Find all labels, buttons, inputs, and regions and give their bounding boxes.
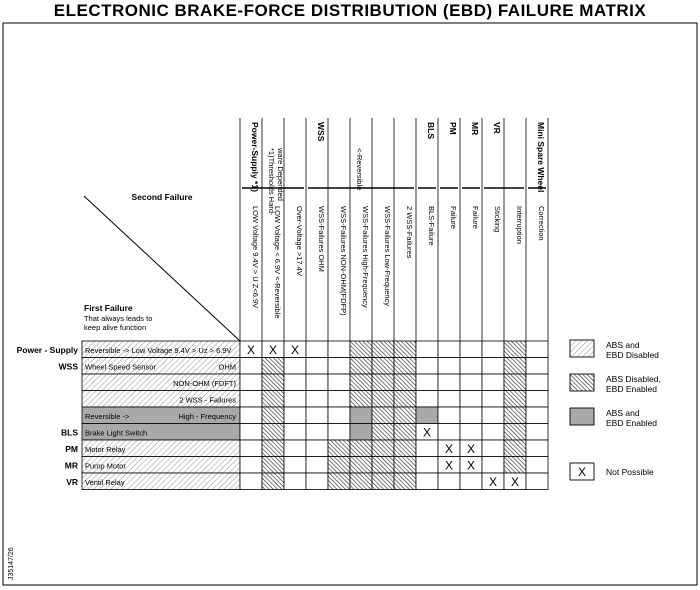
matrix-cell	[350, 391, 372, 408]
matrix-cell	[438, 473, 460, 490]
legend-swatch	[570, 408, 594, 425]
matrix-cell	[240, 424, 262, 441]
matrix-cell	[328, 457, 350, 474]
not-possible-mark: X	[422, 425, 432, 440]
matrix-cell	[372, 473, 394, 490]
row-sublabel: NON-OHM (FDFT)	[173, 379, 236, 388]
row-group-label: BLS	[61, 427, 78, 438]
matrix-cell	[240, 374, 262, 391]
matrix-cell	[526, 341, 548, 358]
matrix-cell	[350, 424, 372, 441]
matrix-cell	[526, 358, 548, 375]
row-sublabel: High - Frequency	[178, 412, 236, 421]
matrix-cell	[526, 374, 548, 391]
matrix-cell	[240, 440, 262, 457]
matrix-cell	[526, 440, 548, 457]
column-header-label: WSS-Failures NON-OHM(FDFP)	[339, 206, 348, 316]
matrix-cell	[460, 407, 482, 424]
column-header-label: Correction	[537, 206, 546, 241]
row-group-label: MR	[64, 460, 78, 471]
matrix-cell	[372, 440, 394, 457]
matrix-cell	[328, 424, 350, 441]
first-failure-note: keep alive function	[84, 323, 147, 332]
column-header-label: LOW Voltage < 6.9V <-Reversible	[273, 206, 282, 319]
not-possible-mark: X	[488, 475, 498, 489]
matrix-cell	[306, 473, 328, 490]
not-possible-mark: X	[444, 442, 454, 456]
legend-label: Not Possible	[606, 467, 654, 477]
matrix-cell	[262, 440, 284, 457]
not-possible-mark: X	[466, 442, 476, 456]
not-possible-mark: X	[510, 475, 520, 489]
matrix-cell	[306, 407, 328, 424]
matrix-cell	[372, 407, 394, 424]
not-possible-mark: X	[444, 458, 454, 473]
matrix-cell	[504, 341, 526, 358]
matrix-cell	[504, 440, 526, 457]
legend-x-mark: X	[577, 465, 587, 479]
group-note: *1)Thresholds Hard-	[267, 148, 276, 216]
legend-label: ABS Disabled,	[606, 374, 661, 384]
not-possible-mark: X	[246, 343, 256, 357]
matrix-cell	[460, 391, 482, 408]
matrix-cell	[284, 473, 306, 490]
matrix-cell	[416, 407, 438, 424]
matrix-cell	[482, 407, 504, 424]
matrix-cell	[328, 341, 350, 358]
matrix-cell	[262, 374, 284, 391]
legend-label: EBD Enabled	[606, 418, 658, 428]
legend-label: EBD Disabled	[606, 350, 659, 360]
matrix-cell	[284, 358, 306, 375]
matrix-cell	[372, 374, 394, 391]
matrix-cell	[240, 407, 262, 424]
legend-label: ABS and	[606, 408, 640, 418]
matrix-cell	[482, 341, 504, 358]
column-header-label: LOW Voltage 9.4V > U Z<6.9V	[251, 206, 260, 309]
matrix-cell	[394, 440, 416, 457]
column-group-label: Mini Spare Wheel	[536, 122, 546, 193]
matrix-cell	[306, 424, 328, 441]
matrix-cell	[504, 407, 526, 424]
matrix-cell	[262, 391, 284, 408]
matrix-cell	[372, 341, 394, 358]
matrix-cell	[438, 407, 460, 424]
matrix-cell	[284, 374, 306, 391]
column-group-label: BLS	[426, 122, 436, 139]
second-failure-label: Second Failure	[131, 192, 193, 202]
matrix-cell	[416, 457, 438, 474]
not-possible-mark: X	[268, 343, 278, 357]
matrix-cell	[504, 358, 526, 375]
matrix-cell	[482, 440, 504, 457]
column-header-label: WSS-Failures Low-Frequency	[383, 206, 392, 307]
matrix-cell	[504, 424, 526, 441]
matrix-cell	[482, 457, 504, 474]
matrix-cell	[526, 457, 548, 474]
row-label: Wheel Speed Sensor	[85, 362, 156, 372]
matrix-cell	[416, 374, 438, 391]
matrix-cell	[438, 341, 460, 358]
legend-label: EBD Enabled	[606, 384, 658, 394]
column-group-label: WSS	[316, 122, 326, 142]
row-group-label: Power - Supply	[16, 345, 78, 355]
matrix-cell	[240, 457, 262, 474]
row-group-label: VR	[66, 477, 78, 487]
matrix-cell	[328, 440, 350, 457]
matrix-cell	[306, 358, 328, 375]
matrix-cell	[460, 358, 482, 375]
column-group-label: Power-Supply *1)	[250, 122, 260, 192]
matrix-cell	[328, 407, 350, 424]
row-sublabel: 2 WSS - Failures	[179, 395, 236, 405]
column-header-label: WSS-Failures OHM	[317, 206, 326, 272]
matrix-cell	[262, 358, 284, 375]
matrix-cell	[504, 457, 526, 474]
matrix-cell	[372, 424, 394, 441]
matrix-cell	[482, 358, 504, 375]
matrix-cell	[438, 374, 460, 391]
matrix-cell	[284, 457, 306, 474]
first-failure-label: First Failure	[84, 303, 133, 313]
column-header-label: Interruption	[515, 206, 524, 244]
matrix-cell	[306, 457, 328, 474]
group-note: ware Depended	[276, 148, 285, 201]
matrix-cell	[438, 424, 460, 441]
not-possible-mark: X	[290, 343, 300, 357]
row-label: Motor Relay	[85, 445, 126, 454]
matrix-cell	[350, 440, 372, 457]
matrix-cell	[394, 407, 416, 424]
matrix-cell	[482, 391, 504, 408]
matrix-cell	[328, 473, 350, 490]
matrix-cell	[284, 440, 306, 457]
matrix-cell	[350, 374, 372, 391]
matrix-cell	[394, 391, 416, 408]
matrix-cell	[306, 440, 328, 457]
matrix-cell	[416, 358, 438, 375]
legend-swatch	[570, 374, 594, 391]
matrix-cell	[328, 391, 350, 408]
matrix-cell	[350, 457, 372, 474]
column-header-label: 2 WSS-Failures	[405, 206, 414, 259]
matrix-cell	[460, 424, 482, 441]
matrix-cell	[416, 473, 438, 490]
matrix-cell	[460, 341, 482, 358]
row-label: Ventil Relay	[85, 478, 125, 487]
matrix-cell	[394, 473, 416, 490]
column-header-label: Failure	[449, 206, 458, 229]
matrix-cell	[240, 391, 262, 408]
first-failure-note: That always leads to	[84, 314, 153, 323]
matrix-cell	[328, 358, 350, 375]
matrix-cell	[394, 358, 416, 375]
row-label: Reversible -> Low Voltage 9.4V > Uz > 6.9V	[85, 346, 232, 355]
column-group-label: VR	[492, 122, 502, 134]
matrix-cell	[460, 473, 482, 490]
legend-label: ABS and	[606, 340, 640, 350]
not-possible-mark: X	[466, 458, 476, 473]
matrix-cell	[372, 358, 394, 375]
legend-swatch	[570, 340, 594, 357]
matrix-cell	[306, 391, 328, 408]
row-label: Brake Light Switch	[85, 428, 148, 438]
matrix-cell	[284, 407, 306, 424]
matrix-cell	[438, 358, 460, 375]
matrix-cell	[526, 473, 548, 490]
row-group-label: WSS	[58, 361, 78, 372]
matrix-cell	[240, 358, 262, 375]
matrix-cell	[526, 391, 548, 408]
matrix-cell	[262, 407, 284, 424]
matrix-cell	[416, 341, 438, 358]
column-header-label: Sticking	[493, 206, 502, 233]
matrix-cell	[306, 374, 328, 391]
matrix-cell	[394, 457, 416, 474]
matrix-cell	[240, 473, 262, 490]
figure-code: J35147/26	[8, 547, 15, 580]
matrix-cell	[416, 391, 438, 408]
row-sublabel: OHM	[218, 362, 236, 372]
matrix-cell	[394, 424, 416, 441]
column-group-label: PM	[448, 122, 458, 135]
matrix-cell	[350, 341, 372, 358]
column-header-label: Failure	[471, 206, 480, 229]
group-note: <-Reversible	[355, 148, 364, 191]
matrix-cell	[306, 341, 328, 358]
row-label: Pump Motor	[85, 461, 126, 471]
matrix-cell	[262, 424, 284, 441]
column-header-label: BLS-Failure	[427, 206, 436, 246]
matrix-cell	[350, 407, 372, 424]
row-label: Reversible ->	[85, 412, 130, 421]
matrix-cell	[482, 424, 504, 441]
matrix-cell	[284, 391, 306, 408]
column-header-label: WSS-Failures High-Frequency	[361, 206, 370, 308]
matrix-cell	[262, 457, 284, 474]
matrix-cell	[350, 358, 372, 375]
column-header-label: Over-Voltage >17.4V	[295, 206, 304, 276]
matrix-cell	[328, 374, 350, 391]
matrix-cell	[350, 473, 372, 490]
matrix-cell	[504, 391, 526, 408]
matrix-cell	[394, 374, 416, 391]
matrix-cell	[262, 473, 284, 490]
matrix-cell	[482, 374, 504, 391]
matrix-cell	[526, 407, 548, 424]
matrix-cell	[372, 391, 394, 408]
matrix-cell	[504, 374, 526, 391]
matrix-cell	[438, 391, 460, 408]
matrix-cell	[460, 374, 482, 391]
column-group-label: MR	[470, 122, 480, 136]
matrix-cell	[372, 457, 394, 474]
matrix-cell	[284, 424, 306, 441]
row-group-label: PM	[65, 444, 78, 454]
matrix-cell	[394, 341, 416, 358]
matrix-cell	[416, 440, 438, 457]
matrix-cell	[526, 424, 548, 441]
page-title: ELECTRONIC BRAKE-FORCE DISTRIBUTION (EBD) FAILURE MATRIX	[53, 1, 647, 20]
